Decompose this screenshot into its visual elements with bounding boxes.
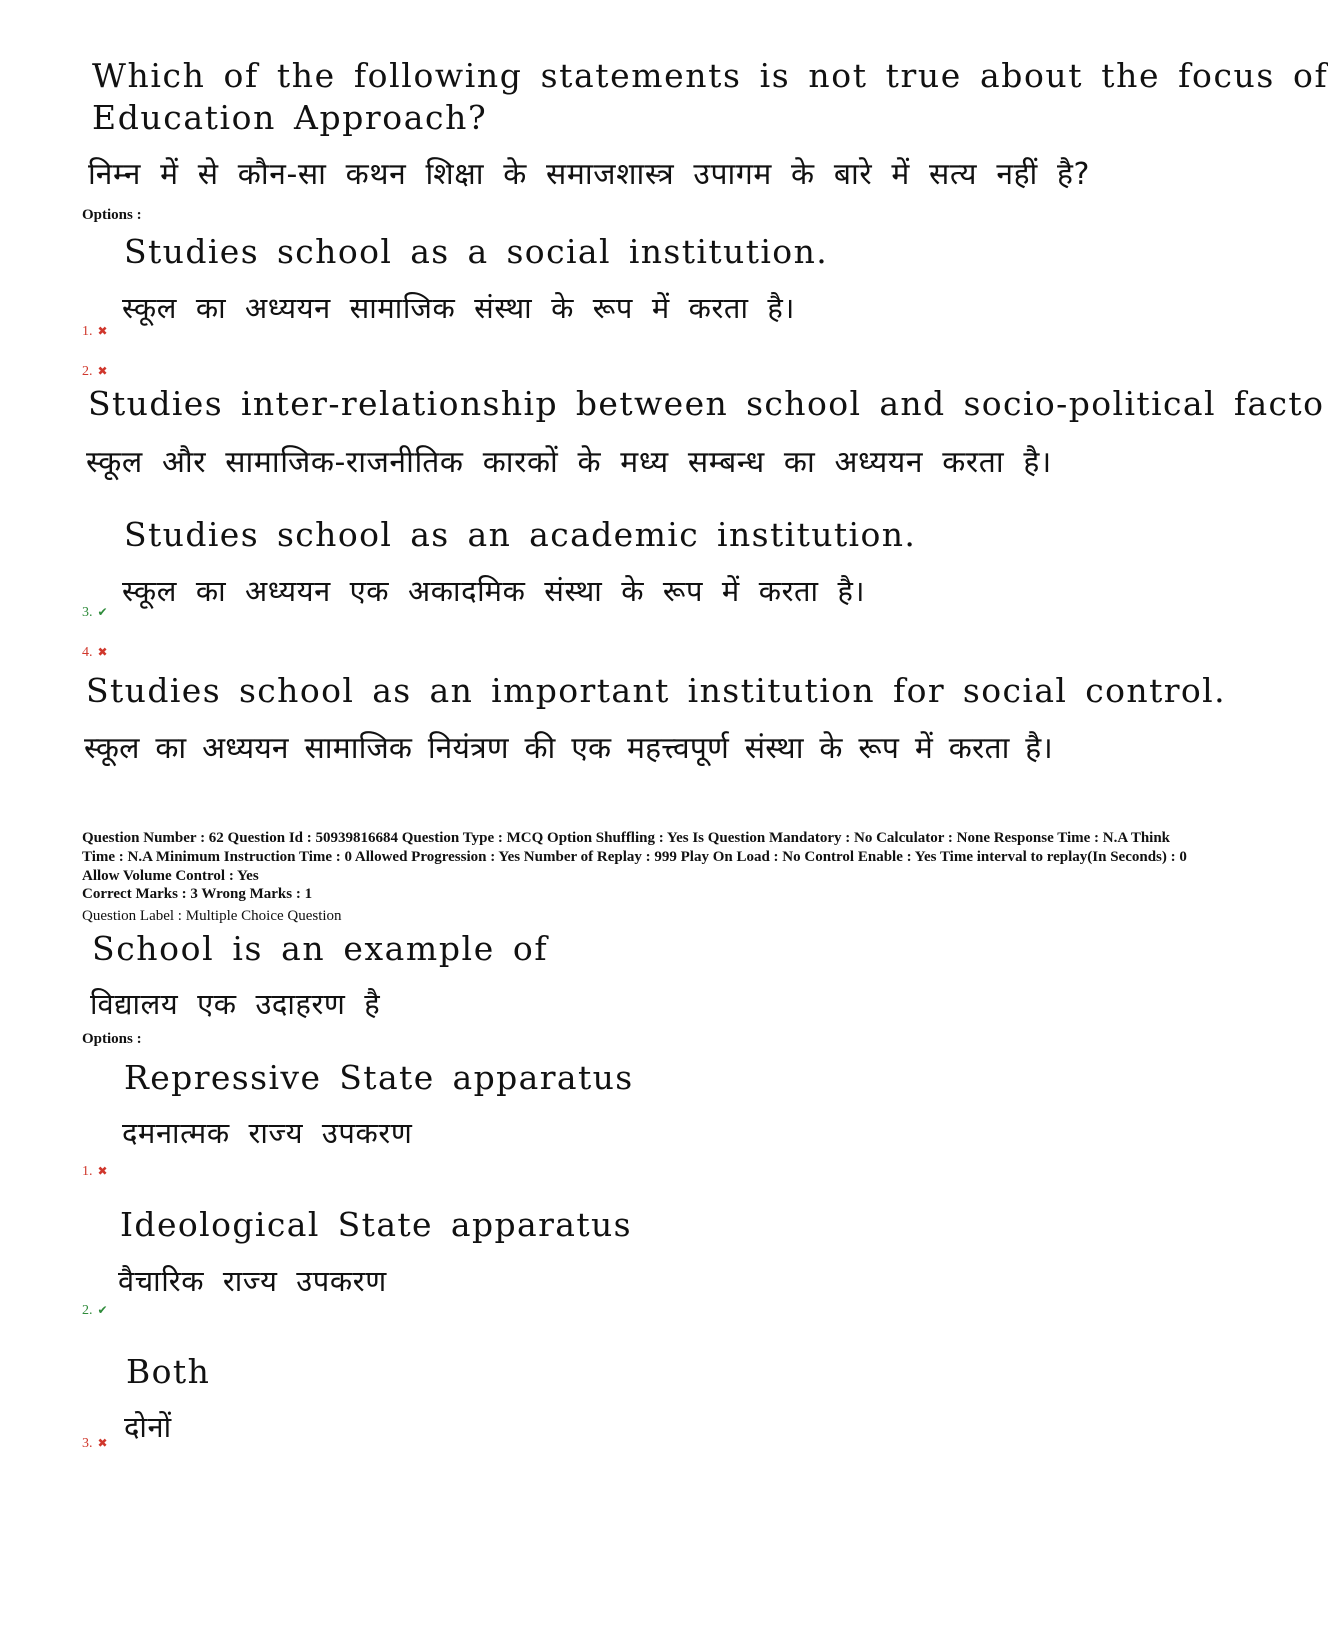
q61-option-3-text-en: Studies school as an academic institution.	[124, 515, 917, 554]
q61-option-2-en-clip	[88, 384, 1325, 432]
q62-option-3-text-hi: दोनों	[124, 1410, 172, 1444]
wrong-icon: ✖	[97, 364, 108, 378]
q62-option-2-text-en: Ideological State apparatus	[120, 1205, 632, 1244]
question-62-marks: Correct Marks : 3 Wrong Marks : 1	[82, 886, 313, 902]
question-62-text-en: School is an example of	[92, 929, 549, 968]
q61-option-1-text-en: Studies school as a social institution.	[124, 232, 829, 271]
q61-option-2-marker	[82, 364, 108, 380]
wrong-icon: ✖	[97, 645, 108, 659]
q62-option-3-marker	[82, 1436, 108, 1452]
options-label: Options :	[82, 1031, 142, 1047]
question-61-text-hi: निम्न में से कौन-सा कथन शिक्षा के समाजशास्त्र उपागम के बारे में सत्य नहीं है?	[88, 157, 1091, 192]
option-number: 3.	[82, 605, 93, 620]
q61-option-4-text-en: Studies school as an important institution for social control.	[86, 671, 1227, 710]
q61-option-3-marker	[82, 605, 108, 621]
option-number: 3.	[82, 1436, 93, 1451]
question-62-label: Question Label : Multiple Choice Question	[82, 908, 342, 924]
question-61-text-en-line1: Which of the following statements is not true about the focus of	[92, 56, 1328, 95]
options-label: Options :	[82, 207, 142, 223]
check-icon: ✔	[97, 605, 108, 619]
q61-option-2-text-en: Studies inter-relationship between school and socio-political facto	[88, 384, 1325, 423]
wrong-icon: ✖	[97, 1164, 108, 1178]
q62-option-1-text-hi: दमनात्मक राज्य उपकरण	[122, 1116, 413, 1150]
q61-option-4-text-hi: स्कूल का अध्ययन सामाजिक नियंत्रण की एक महत्त्वपूर्ण संस्था के रूप में करता है।	[84, 731, 1053, 766]
wrong-icon: ✖	[97, 1436, 108, 1450]
option-number: 4.	[82, 645, 93, 660]
option-number: 1.	[82, 324, 93, 339]
q61-option-2-text-hi: स्कूल और सामाजिक-राजनीतिक कारकों के मध्य सम्बन्ध का अध्ययन करता है।	[86, 445, 1052, 480]
option-number: 2.	[82, 1303, 93, 1318]
q62-option-2-text-hi: वैचारिक राज्य उपकरण	[118, 1264, 387, 1298]
q61-option-3-text-hi: स्कूल का अध्ययन एक अकादमिक संस्था के रूप में करता है।	[122, 574, 866, 608]
q62-option-1-marker	[82, 1164, 108, 1180]
q61-option-1-marker	[82, 324, 108, 340]
question-62-meta: Question Number : 62 Question Id : 50939816684 Question Type : MCQ Option Shuffling : Yes Is Question Mandatory : No Calculator : None Response Time : N.A Think Time : N.A Minimum Instruction Time : 0 Allowed Progression : Yes Number of Replay : 999 Play On Load : No Control Enable : Yes Time interval to replay(In Seconds) : 0 Allow Volume Control : Yes	[82, 830, 1187, 884]
check-icon: ✔	[97, 1303, 108, 1317]
wrong-icon: ✖	[97, 324, 108, 338]
question-61-text-en-line2: Education Approach?	[92, 98, 488, 137]
question-62-text-hi: विद्यालय एक उदाहरण है	[90, 987, 381, 1021]
q62-option-2-marker	[82, 1303, 108, 1319]
q62-option-3-text-en: Both	[126, 1352, 211, 1391]
option-number: 1.	[82, 1164, 93, 1179]
q62-option-1-text-en: Repressive State apparatus	[124, 1058, 634, 1097]
q61-option-4-marker	[82, 645, 108, 661]
option-number: 2.	[82, 364, 93, 379]
q61-option-1-text-hi: स्कूल का अध्ययन सामाजिक संस्था के रूप में करता है।	[122, 291, 795, 325]
